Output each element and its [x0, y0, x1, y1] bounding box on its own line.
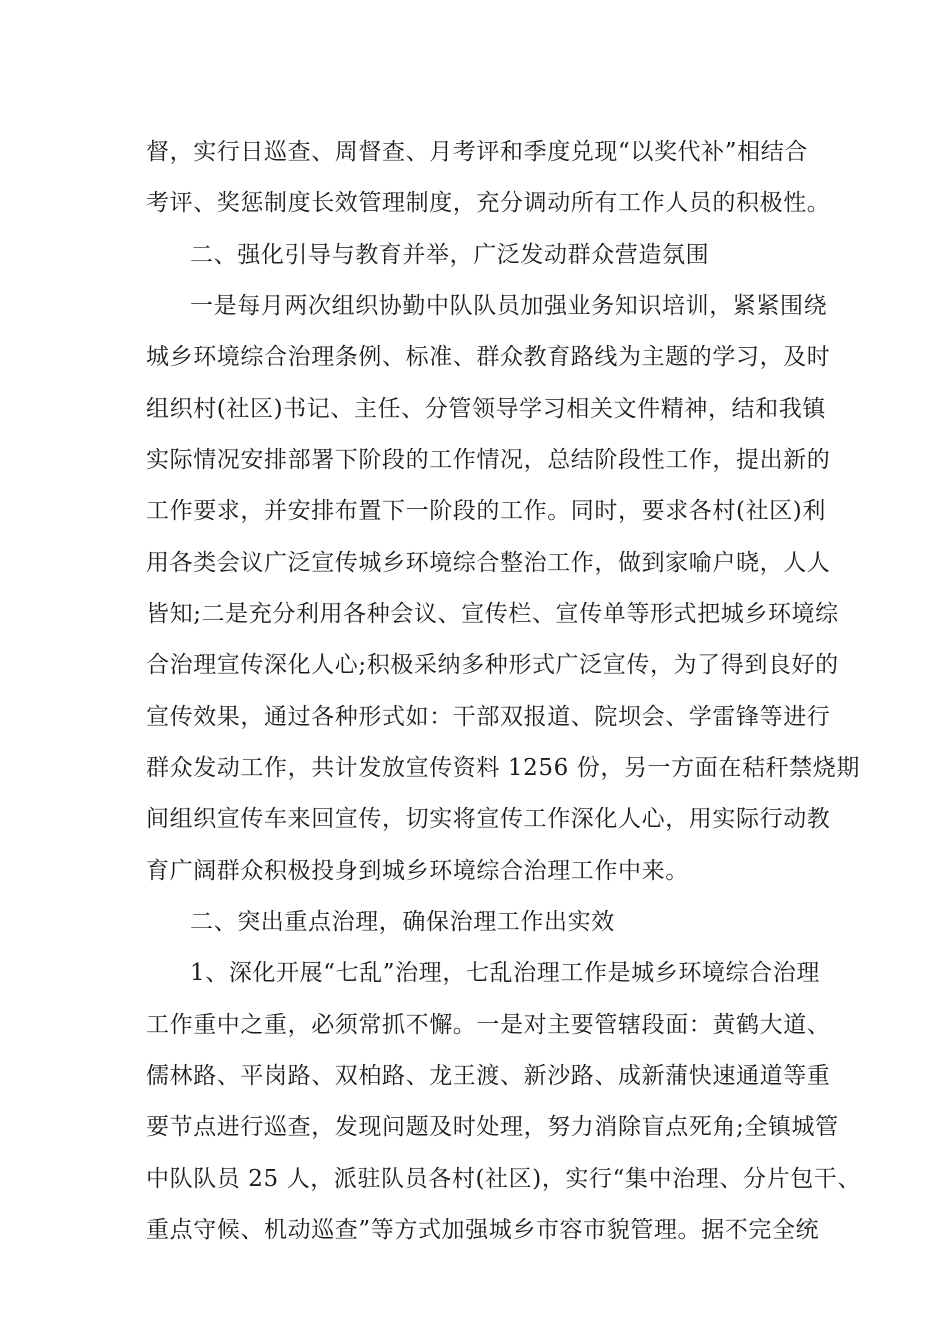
text-line: 中队队员 25 人，派驻队员各村(社区)，实行“集中治理、分片包干、 [146, 1166, 861, 1192]
text-line: 工作要求，并安排布置下一阶段的工作。同时，要求各村(社区)利 [146, 498, 826, 524]
text-line: 组织村(社区)书记、主任、分管领导学习相关文件精神，结和我镇 [146, 396, 826, 422]
text-line: 皆知;二是充分利用各种会议、宣传栏、宣传单等形式把城乡环境综 [146, 601, 839, 627]
text-line: 用各类会议广泛宣传城乡环境综合整治工作，做到家喻户晓，人人 [146, 550, 831, 576]
section-heading: 二、强化引导与教育并举，广泛发动群众营造氛围 [190, 242, 710, 268]
text-line: 要节点进行巡查，发现问题及时处理，努力消除盲点死角;全镇城管 [146, 1114, 839, 1140]
text-line: 1、深化开展“七乱”治理，七乱治理工作是城乡环境综合治理 [190, 960, 820, 986]
text-line: 一是每月两次组织协勤中队队员加强业务知识培训，紧紧围绕 [190, 293, 828, 319]
text-line: 城乡环境综合治理条例、标准、群众教育路线为主题的学习，及时 [146, 344, 831, 370]
text-line: 育广阔群众积极投身到城乡环境综合治理工作中来。 [146, 858, 689, 884]
text-line: 间组织宣传车来回宣传，切实将宣传工作深化人心，用实际行动教 [146, 806, 831, 832]
text-line: 重点守候、机动巡查”等方式加强城乡市容市貌管理。据不完全统 [146, 1217, 820, 1243]
section-heading: 二、突出重点治理，确保治理工作出实效 [190, 909, 615, 935]
text-line: 实际情况安排部署下阶段的工作情况，总结阶段性工作，提出新的 [146, 447, 831, 473]
text-line: 儒林路、平岗路、双柏路、龙王渡、新沙路、成新蒲快速通道等重 [146, 1063, 831, 1089]
text-line: 督，实行日巡查、周督查、月考评和季度兑现“以奖代补”相结合 [146, 139, 808, 165]
text-line: 合治理宣传深化人心;积极采纳多种形式广泛宣传，为了得到良好的 [146, 652, 839, 678]
text-line: 群众发动工作，共计发放宣传资料 1256 份，另一方面在秸秆禁烧期 [146, 755, 860, 781]
text-line: 宣传效果，通过各种形式如：干部双报道、院坝会、学雷锋等进行 [146, 704, 831, 730]
text-line: 工作重中之重，必须常抓不懈。一是对主要管辖段面：黄鹤大道、 [146, 1012, 831, 1038]
text-line: 考评、奖惩制度长效管理制度，充分调动所有工作人员的积极性。 [146, 190, 831, 216]
